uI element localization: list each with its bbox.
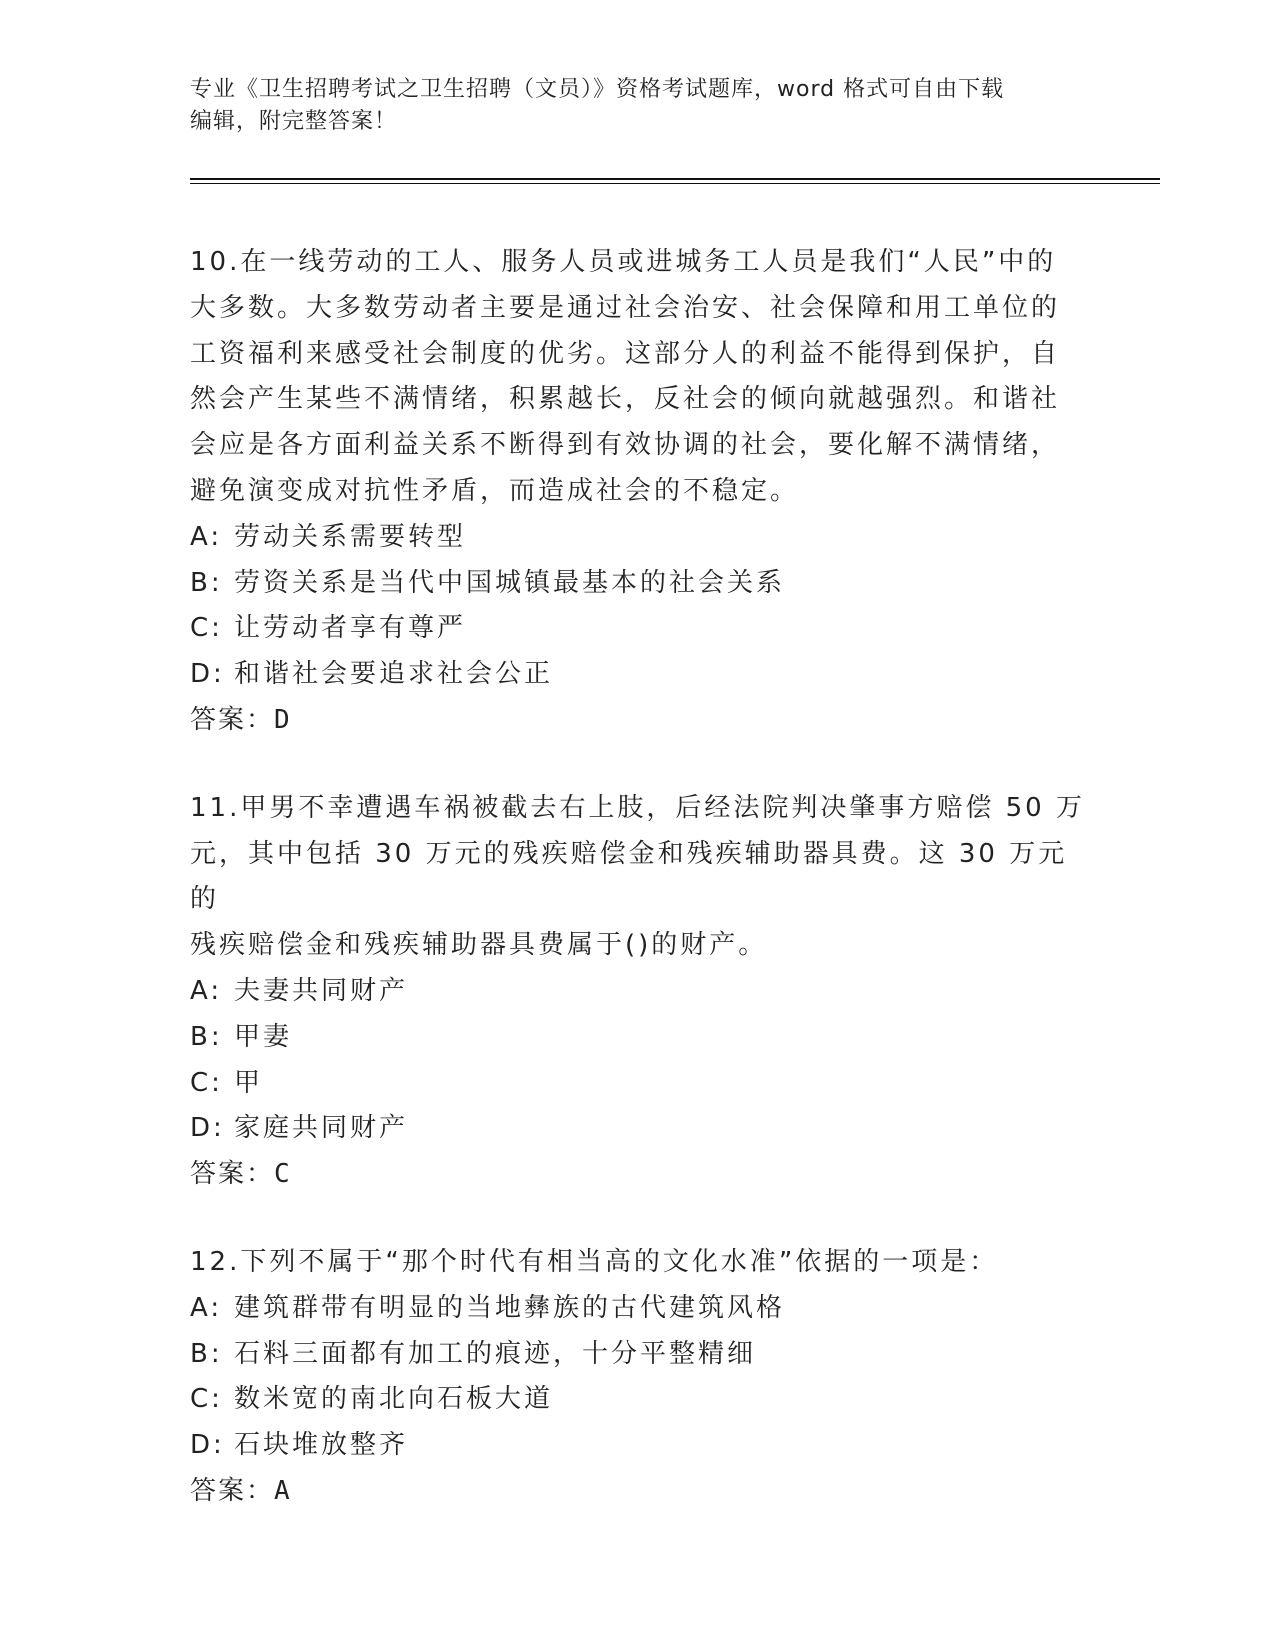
question-11 <box>190 786 1090 1198</box>
option-b <box>190 1332 1090 1378</box>
header-divider-thick <box>190 178 1160 180</box>
question-list <box>190 240 1090 1557</box>
question-text-line: 避免演变成对抗性矛盾，而造成社会的不稳定。 <box>190 475 800 506</box>
option-text: 甲 <box>234 1067 264 1098</box>
option-text: 甲妻 <box>234 1021 293 1052</box>
header-line-2: 编辑，附完整答案！ <box>190 109 398 134</box>
option-letter: A: <box>190 521 223 552</box>
question-text-line: 工资福利来感受社会制度的优劣。这部分人的利益不能得到保护，自 <box>190 338 1061 369</box>
option-b <box>190 561 1090 607</box>
question-text-line: 元，其中包括 30 万元的残疾赔偿金和残疾辅助器具费。这 30 万元的 <box>190 838 1068 915</box>
option-text: 让劳动者享有尊严 <box>234 613 467 644</box>
option-letter: C: <box>190 613 223 644</box>
answer-label: 答案： <box>190 1159 275 1190</box>
option-letter: D: <box>190 1113 225 1144</box>
option-text: 家庭共同财产 <box>234 1113 409 1144</box>
answer-line <box>190 698 1090 744</box>
answer-value: A <box>274 1475 292 1506</box>
answer-value: D <box>274 704 292 735</box>
answer-value: C <box>274 1159 292 1190</box>
option-c <box>190 606 1090 652</box>
option-text: 石块堆放整齐 <box>234 1430 409 1461</box>
option-letter: D: <box>190 1430 225 1461</box>
answer-line <box>190 1152 1090 1198</box>
answer-line <box>190 1469 1090 1515</box>
option-letter: C: <box>190 1067 223 1098</box>
option-letter: A: <box>190 975 223 1006</box>
document-header <box>190 74 1090 138</box>
option-text: 夫妻共同财产 <box>234 975 409 1006</box>
answer-label: 答案： <box>190 704 275 735</box>
option-a <box>190 1286 1090 1332</box>
option-text: 劳资关系是当代中国城镇最基本的社会关系 <box>234 567 786 598</box>
option-letter: B: <box>190 1338 223 1369</box>
option-letter: C: <box>190 1384 223 1415</box>
option-a <box>190 969 1090 1015</box>
option-d <box>190 652 1090 698</box>
option-text: 数米宽的南北向石板大道 <box>234 1384 554 1415</box>
header-divider-thin <box>190 183 1160 184</box>
option-b <box>190 1015 1090 1061</box>
question-text-line: 会应是各方面利益关系不断得到有效协调的社会，要化解不满情绪， <box>190 430 1061 461</box>
option-d <box>190 1106 1090 1152</box>
question-10 <box>190 240 1090 744</box>
option-letter: D: <box>190 659 225 690</box>
option-text: 建筑群带有明显的当地彝族的古代建筑风格 <box>234 1292 786 1323</box>
option-c <box>190 1377 1090 1423</box>
option-a <box>190 515 1090 561</box>
question-12 <box>190 1240 1090 1515</box>
option-d <box>190 1423 1090 1469</box>
option-text: 劳动关系需要转型 <box>234 521 467 552</box>
question-text-line: 11.甲男不幸遭遇车祸被截去右上肢，后经法院判决肇事方赔偿 50 万 <box>190 792 1085 823</box>
option-text: 和谐社会要追求社会公正 <box>234 659 554 690</box>
option-c <box>190 1061 1090 1107</box>
option-text: 石料三面都有加工的痕迹，十分平整精细 <box>234 1338 757 1369</box>
option-letter: A: <box>190 1292 223 1323</box>
option-letter: B: <box>190 1021 223 1052</box>
answer-label: 答案： <box>190 1475 275 1506</box>
question-text-line: 大多数。大多数劳动者主要是通过社会治安、社会保障和用工单位的 <box>190 292 1061 323</box>
question-text-line: 然会产生某些不满情绪，积累越长，反社会的倾向就越强烈。和谐社 <box>190 384 1061 415</box>
question-text-line: 残疾赔偿金和残疾辅助器具费属于()的财产。 <box>190 930 768 961</box>
option-letter: B: <box>190 567 223 598</box>
question-text-line: 12.下列不属于“那个时代有相当高的文化水准”依据的一项是： <box>190 1246 999 1277</box>
question-text-line: 10.在一线劳动的工人、服务人员或进城务工人员是我们“人民”中的 <box>190 247 1057 277</box>
header-line-1: 专业《卫生招聘考试之卫生招聘（文员）》资格考试题库，word 格式可自由下载 <box>190 77 1005 102</box>
